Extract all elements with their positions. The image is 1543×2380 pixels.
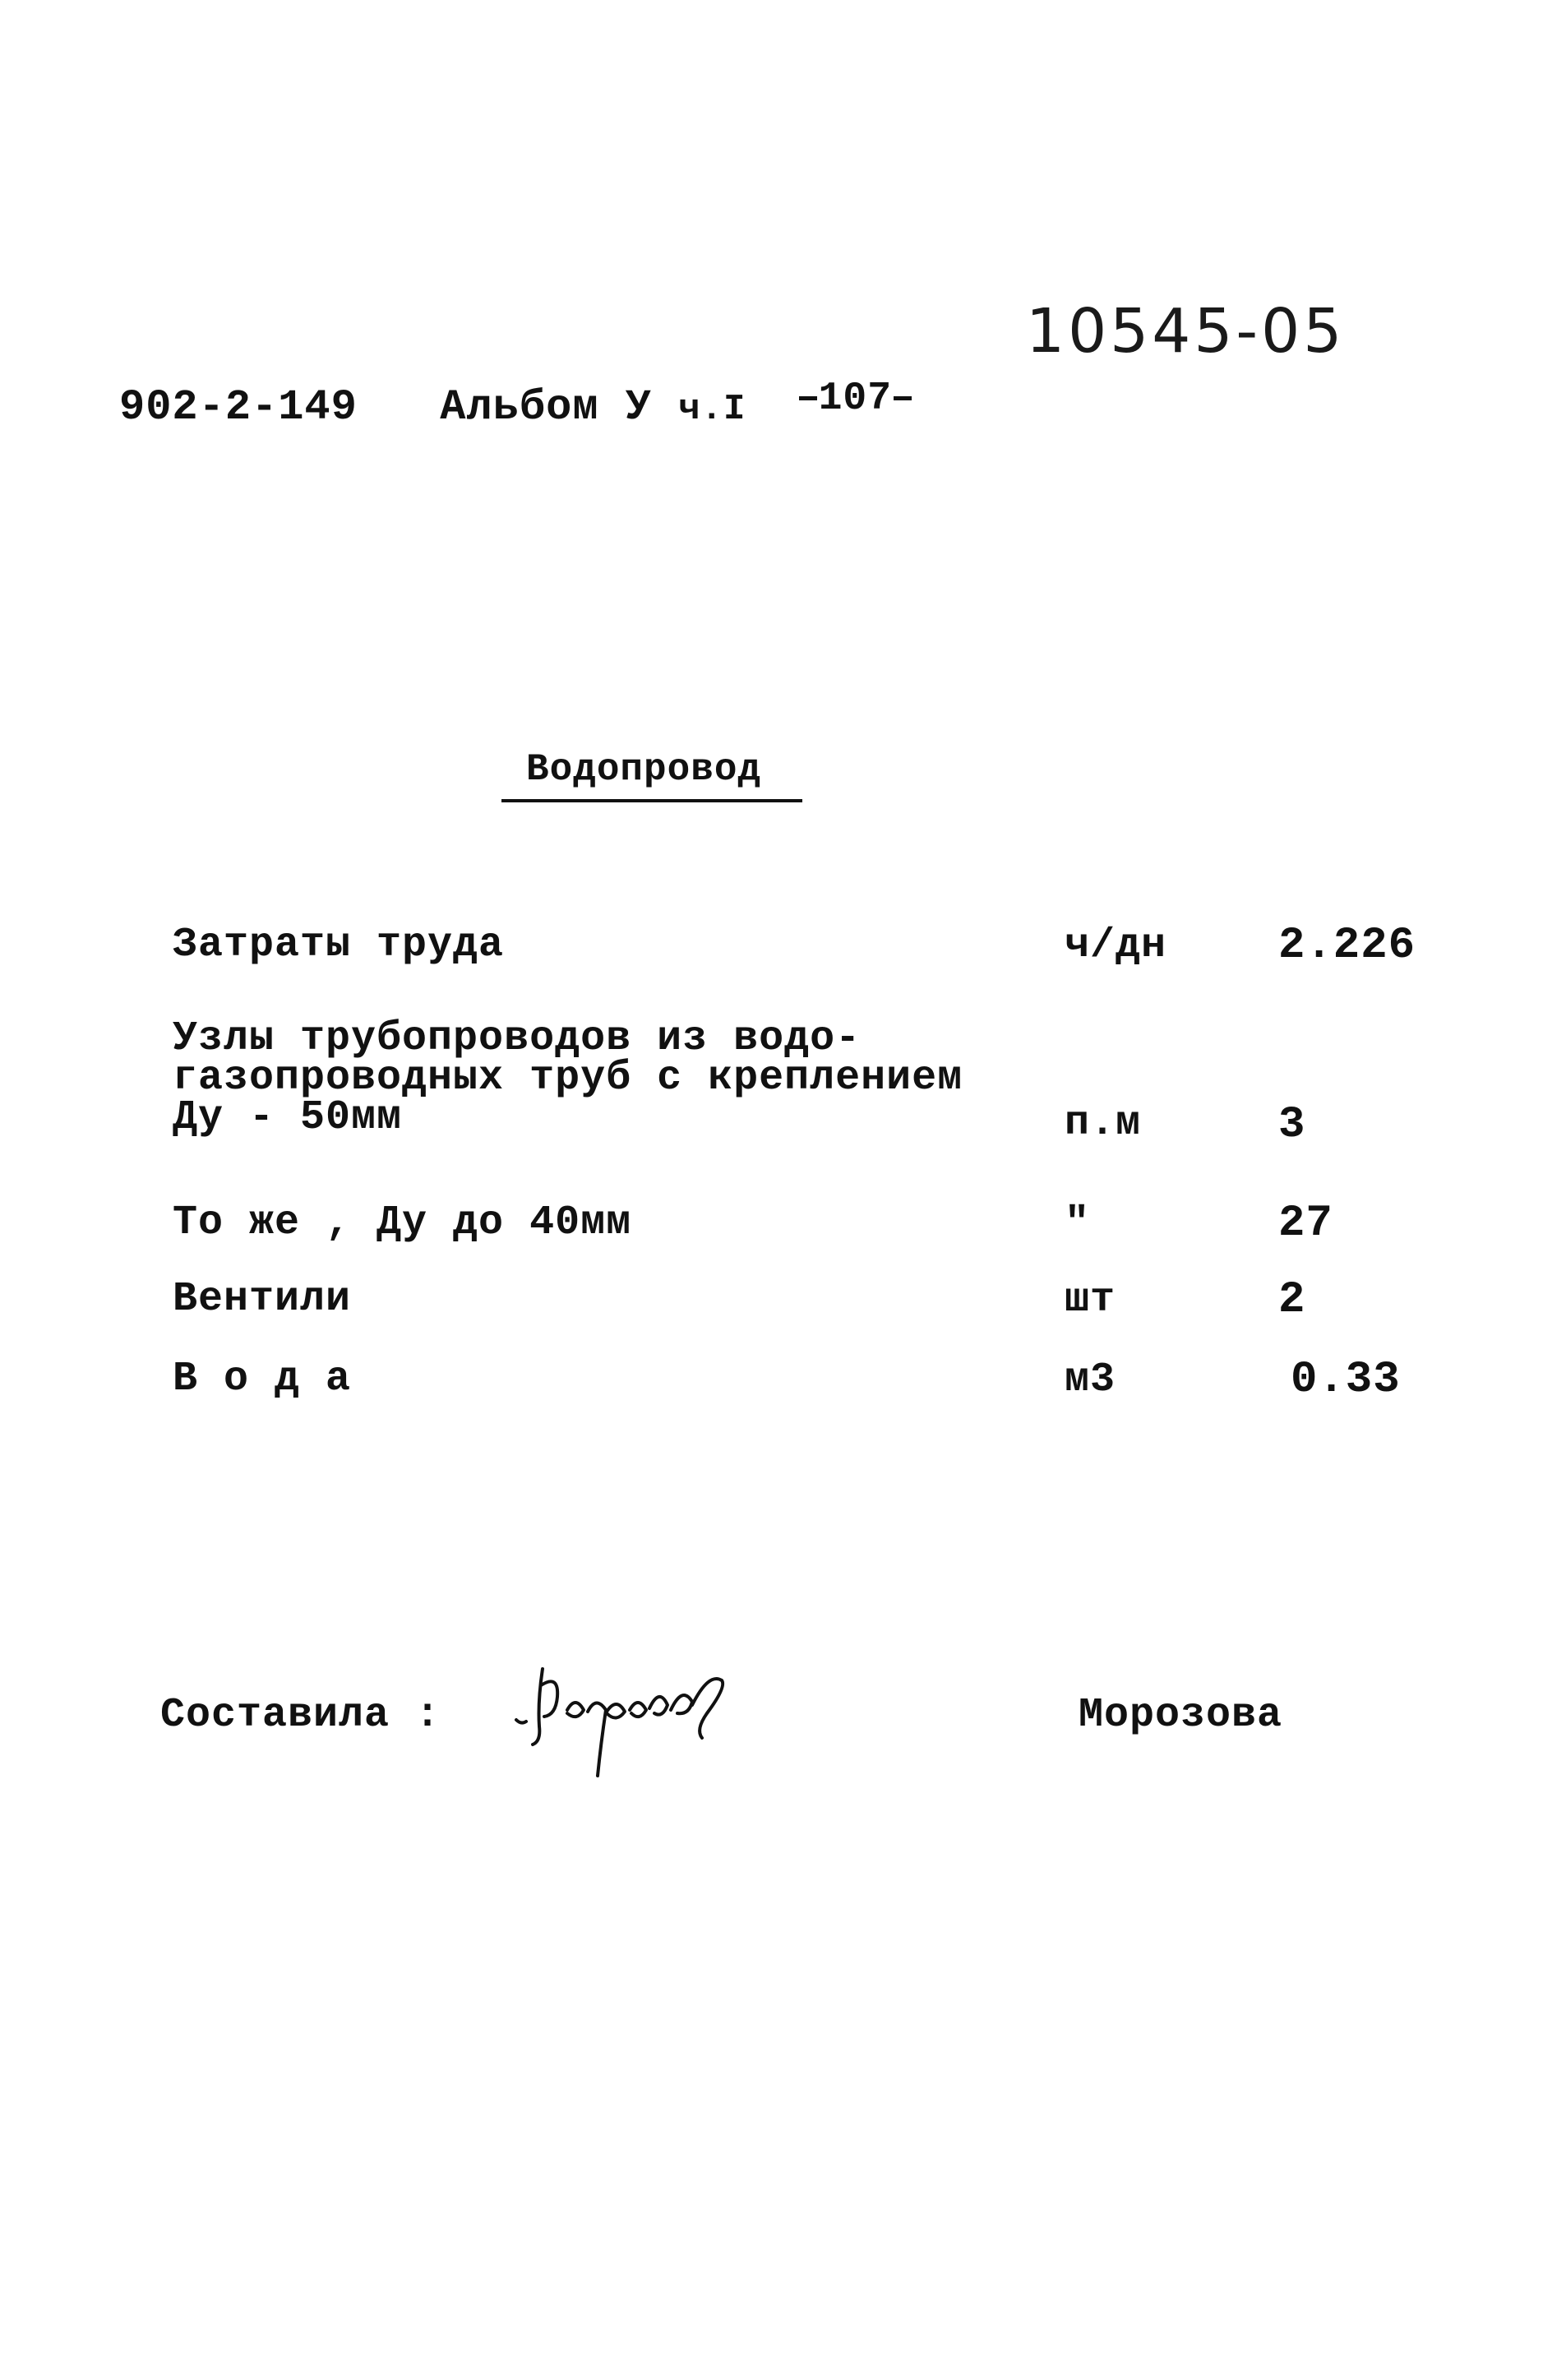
row-description-water: [173, 1356, 351, 1403]
row-description-same: [173, 1200, 631, 1246]
header-part: ч.I: [678, 389, 746, 430]
signer-name: Морозова: [1079, 1692, 1283, 1739]
header-code: 902-2-149: [119, 383, 358, 432]
row-description-labor: [173, 922, 504, 968]
row-description-pipe-nodes: [173, 1015, 963, 1141]
row-description-line: То же , Ду до 40мм: [173, 1199, 632, 1246]
row-quantity-same: 27: [1278, 1199, 1333, 1249]
row-unit-labor: ч/дн: [1065, 922, 1167, 969]
row-quantity-valves: 2: [1278, 1275, 1306, 1325]
row-description-line: газопроводных труб с креплением: [173, 1055, 963, 1102]
header-page-number: [797, 377, 913, 421]
row-unit-valves: шт: [1065, 1277, 1116, 1324]
row-description-line: Затраты труда: [173, 922, 505, 968]
header-page-number-text: 107: [818, 377, 893, 421]
header-album: Альбом У: [440, 383, 652, 432]
row-description-line: В о д а: [173, 1356, 352, 1403]
section-title: Водопровод: [501, 748, 802, 802]
row-quantity-pipe-nodes: 3: [1278, 1100, 1306, 1150]
row-unit-pipe-nodes: п.м: [1065, 1100, 1142, 1147]
row-description-line: Ду - 50мм: [173, 1094, 403, 1141]
row-unit-same: ": [1065, 1200, 1091, 1247]
row-quantity-labor: 2.226: [1278, 921, 1416, 971]
handwritten-signature: [510, 1652, 773, 1792]
compiled-by-label: Составила :: [160, 1692, 441, 1739]
row-description-valves: [173, 1277, 351, 1323]
row-description-line: Узлы трубопроводов из водо-: [173, 1015, 862, 1062]
row-quantity-water: 0.33: [1291, 1355, 1401, 1405]
handwritten-doc-number: 10545-05: [1026, 296, 1346, 367]
row-description-line: Вентили: [173, 1276, 352, 1323]
header-line: [119, 377, 913, 432]
row-unit-water: м3: [1065, 1356, 1116, 1403]
